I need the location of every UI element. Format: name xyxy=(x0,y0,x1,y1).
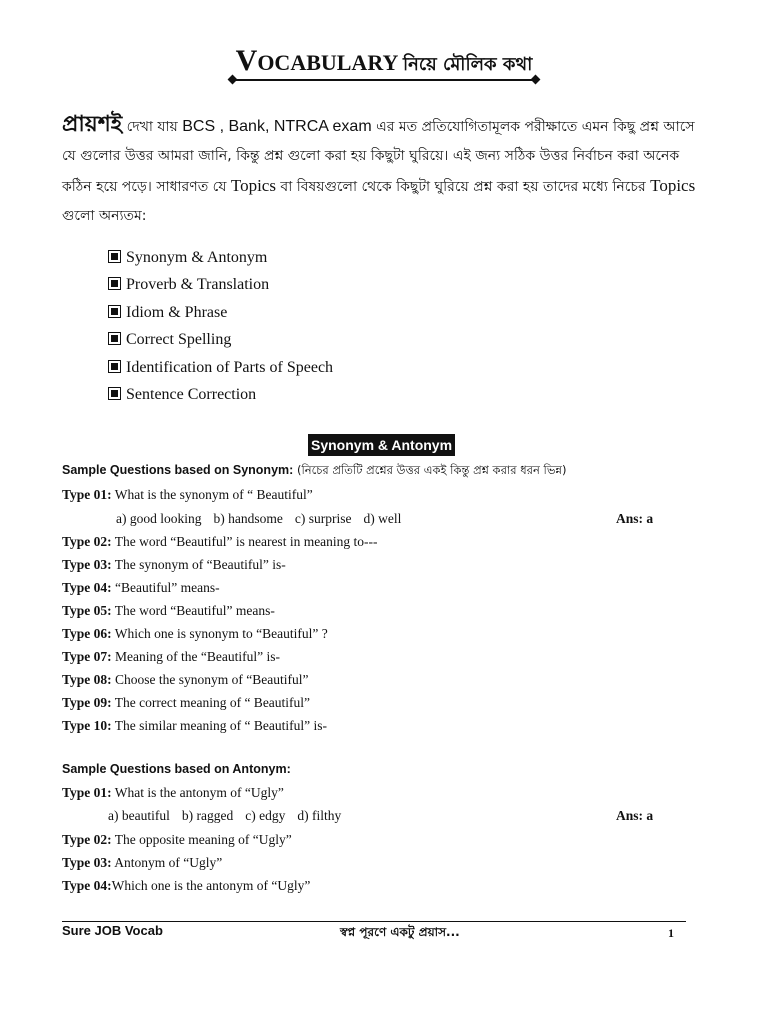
option: b) ragged xyxy=(181,808,234,823)
topic-label: Idiom & Phrase xyxy=(126,303,228,321)
footer-tagline: স্বপ্ন পূরণে একটু প্রয়াস... xyxy=(340,925,460,939)
intro-topics-word: Topics xyxy=(230,176,276,195)
synonym-question xyxy=(62,487,313,503)
question-text: Meaning of the “Beautiful” is- xyxy=(111,649,280,664)
synonym-question xyxy=(62,649,280,665)
antonym-sample-heading: Sample Questions based on Antonym: xyxy=(62,762,291,776)
topic-item xyxy=(108,299,333,326)
synonym-heading-text: Sample Questions based on Synonym: xyxy=(62,463,294,477)
question-label: Type 05: xyxy=(62,603,112,618)
square-bullet-icon xyxy=(108,277,121,290)
question-label: Type 06: xyxy=(62,626,112,641)
footer-divider xyxy=(62,921,686,922)
question-label: Type 08: xyxy=(62,672,112,687)
synonym-question xyxy=(62,718,327,734)
question-label: Type 01: xyxy=(62,785,112,800)
topic-label: Identification of Parts of Speech xyxy=(126,358,334,376)
synonym-answer: Ans: a xyxy=(616,511,654,526)
question-label: Type 03: xyxy=(62,855,112,870)
synonym-sample-heading xyxy=(62,462,566,481)
intro-paragraph xyxy=(62,110,702,231)
intro-text-1: দেখা যায় xyxy=(122,119,183,135)
question-text: What is the synonym of “ Beautiful” xyxy=(111,487,313,502)
question-label: Type 04: xyxy=(62,580,112,595)
synonym-question xyxy=(62,557,286,573)
question-text: The opposite meaning of “Ugly” xyxy=(111,832,292,847)
option: b) handsome xyxy=(213,511,283,526)
option: c) edgy xyxy=(245,808,286,823)
synonym-question xyxy=(62,695,310,711)
topic-item xyxy=(108,326,333,353)
synonym-note: (নিচের প্রতিটি প্রশ্নের উত্তর একই কিন্তু প্রশ্ন করার ধরন ভিন্ন) xyxy=(293,463,567,477)
option: c) surprise xyxy=(294,511,352,526)
intro-text-2: এর মত প্রতিযোগিতামূলক পরীক্ষাতে এমন কিছু প্রশ্ন আসে যে গুলোর উত্তর আমরা জানি, কিন্তু প্রশ্ন গুলো করা হয় কিছুটা ঘুরিয়ে। এই জন্য সঠিক উত্তর নির্বাচন করা অনেক কঠিন হয়ে পড়ে। সাধারণত যে xyxy=(62,119,695,195)
option: a) beautiful xyxy=(108,808,170,823)
question-text: Which one is the antonym of “Ugly” xyxy=(111,878,311,893)
title-main: OCABULARY xyxy=(257,50,398,75)
question-label: Type 01: xyxy=(62,487,112,502)
question-text: The word “Beautiful” is nearest in meaning to--- xyxy=(111,534,378,549)
synonym-question xyxy=(62,534,378,550)
square-bullet-icon xyxy=(108,250,121,263)
page-number: 1 xyxy=(668,926,674,940)
square-bullet-icon xyxy=(108,387,121,400)
question-label: Type 07: xyxy=(62,649,112,664)
question-label: Type 09: xyxy=(62,695,112,710)
square-bullet-icon xyxy=(108,332,121,345)
topic-label: Synonym & Antonym xyxy=(126,249,268,266)
topic-item xyxy=(108,354,333,381)
option: d) well xyxy=(363,511,402,526)
question-text: The similar meaning of “ Beautiful” is- xyxy=(111,718,327,733)
intro-lead-word: প্রায়শই xyxy=(62,112,123,137)
antonym-question xyxy=(62,855,222,871)
section-heading: Synonym & Antonym xyxy=(308,434,455,456)
topic-label: Sentence Correction xyxy=(126,385,257,403)
synonym-question xyxy=(62,580,220,596)
square-bullet-icon xyxy=(108,305,121,318)
question-text: Choose the synonym of “Beautiful” xyxy=(111,672,309,687)
antonym-question xyxy=(62,878,310,894)
question-label: Type 10: xyxy=(62,718,112,733)
question-text: The correct meaning of “ Beautiful” xyxy=(111,695,311,710)
synonym-question xyxy=(62,672,308,688)
option: a) good looking xyxy=(116,511,202,526)
title-cap-letter: V xyxy=(235,44,258,77)
square-bullet-icon xyxy=(108,360,121,373)
topic-item xyxy=(108,381,333,408)
intro-topics-word: Topics xyxy=(650,176,696,195)
question-text: Antonym of “Ugly” xyxy=(111,855,223,870)
footer-brand: Sure JOB Vocab xyxy=(62,923,163,938)
question-label: Type 04: xyxy=(62,878,112,893)
synonym-question xyxy=(62,626,328,642)
page-title xyxy=(0,44,768,81)
intro-text-4: গুলো অন্যতম: xyxy=(62,208,147,224)
title-underline xyxy=(234,79,534,81)
question-label: Type 03: xyxy=(62,557,112,572)
topic-item xyxy=(108,271,333,298)
question-label: Type 02: xyxy=(62,832,112,847)
intro-exam-names: BCS , Bank, NTRCA exam xyxy=(182,118,372,135)
antonym-question xyxy=(62,785,284,801)
question-text: “Beautiful” means- xyxy=(111,580,220,595)
topic-label: Correct Spelling xyxy=(126,331,232,349)
question-text: The word “Beautiful” means- xyxy=(111,603,275,618)
question-text: What is the antonym of “Ugly” xyxy=(111,785,284,800)
intro-text-3: বা বিষয়গুলো থেকে কিছুটা ঘুরিয়ে প্রশ্ন করা হয় তাদের মধ্যে নিচের xyxy=(275,179,651,195)
topic-item xyxy=(108,244,333,271)
question-text: Which one is synonym to “Beautiful” ? xyxy=(111,626,328,641)
topic-label: Proverb & Translation xyxy=(126,276,270,294)
antonym-question xyxy=(62,832,292,848)
question-label: Type 02: xyxy=(62,534,112,549)
question-text: The synonym of “Beautiful” is- xyxy=(111,557,286,572)
antonym-answer: Ans: a xyxy=(616,808,654,823)
title-bengali: নিয়ে মৌলিক কথা xyxy=(403,54,533,75)
topics-list xyxy=(108,244,333,408)
antonym-options xyxy=(108,808,353,824)
option: d) filthy xyxy=(297,808,342,823)
synonym-question xyxy=(62,603,275,619)
synonym-options xyxy=(116,511,413,527)
